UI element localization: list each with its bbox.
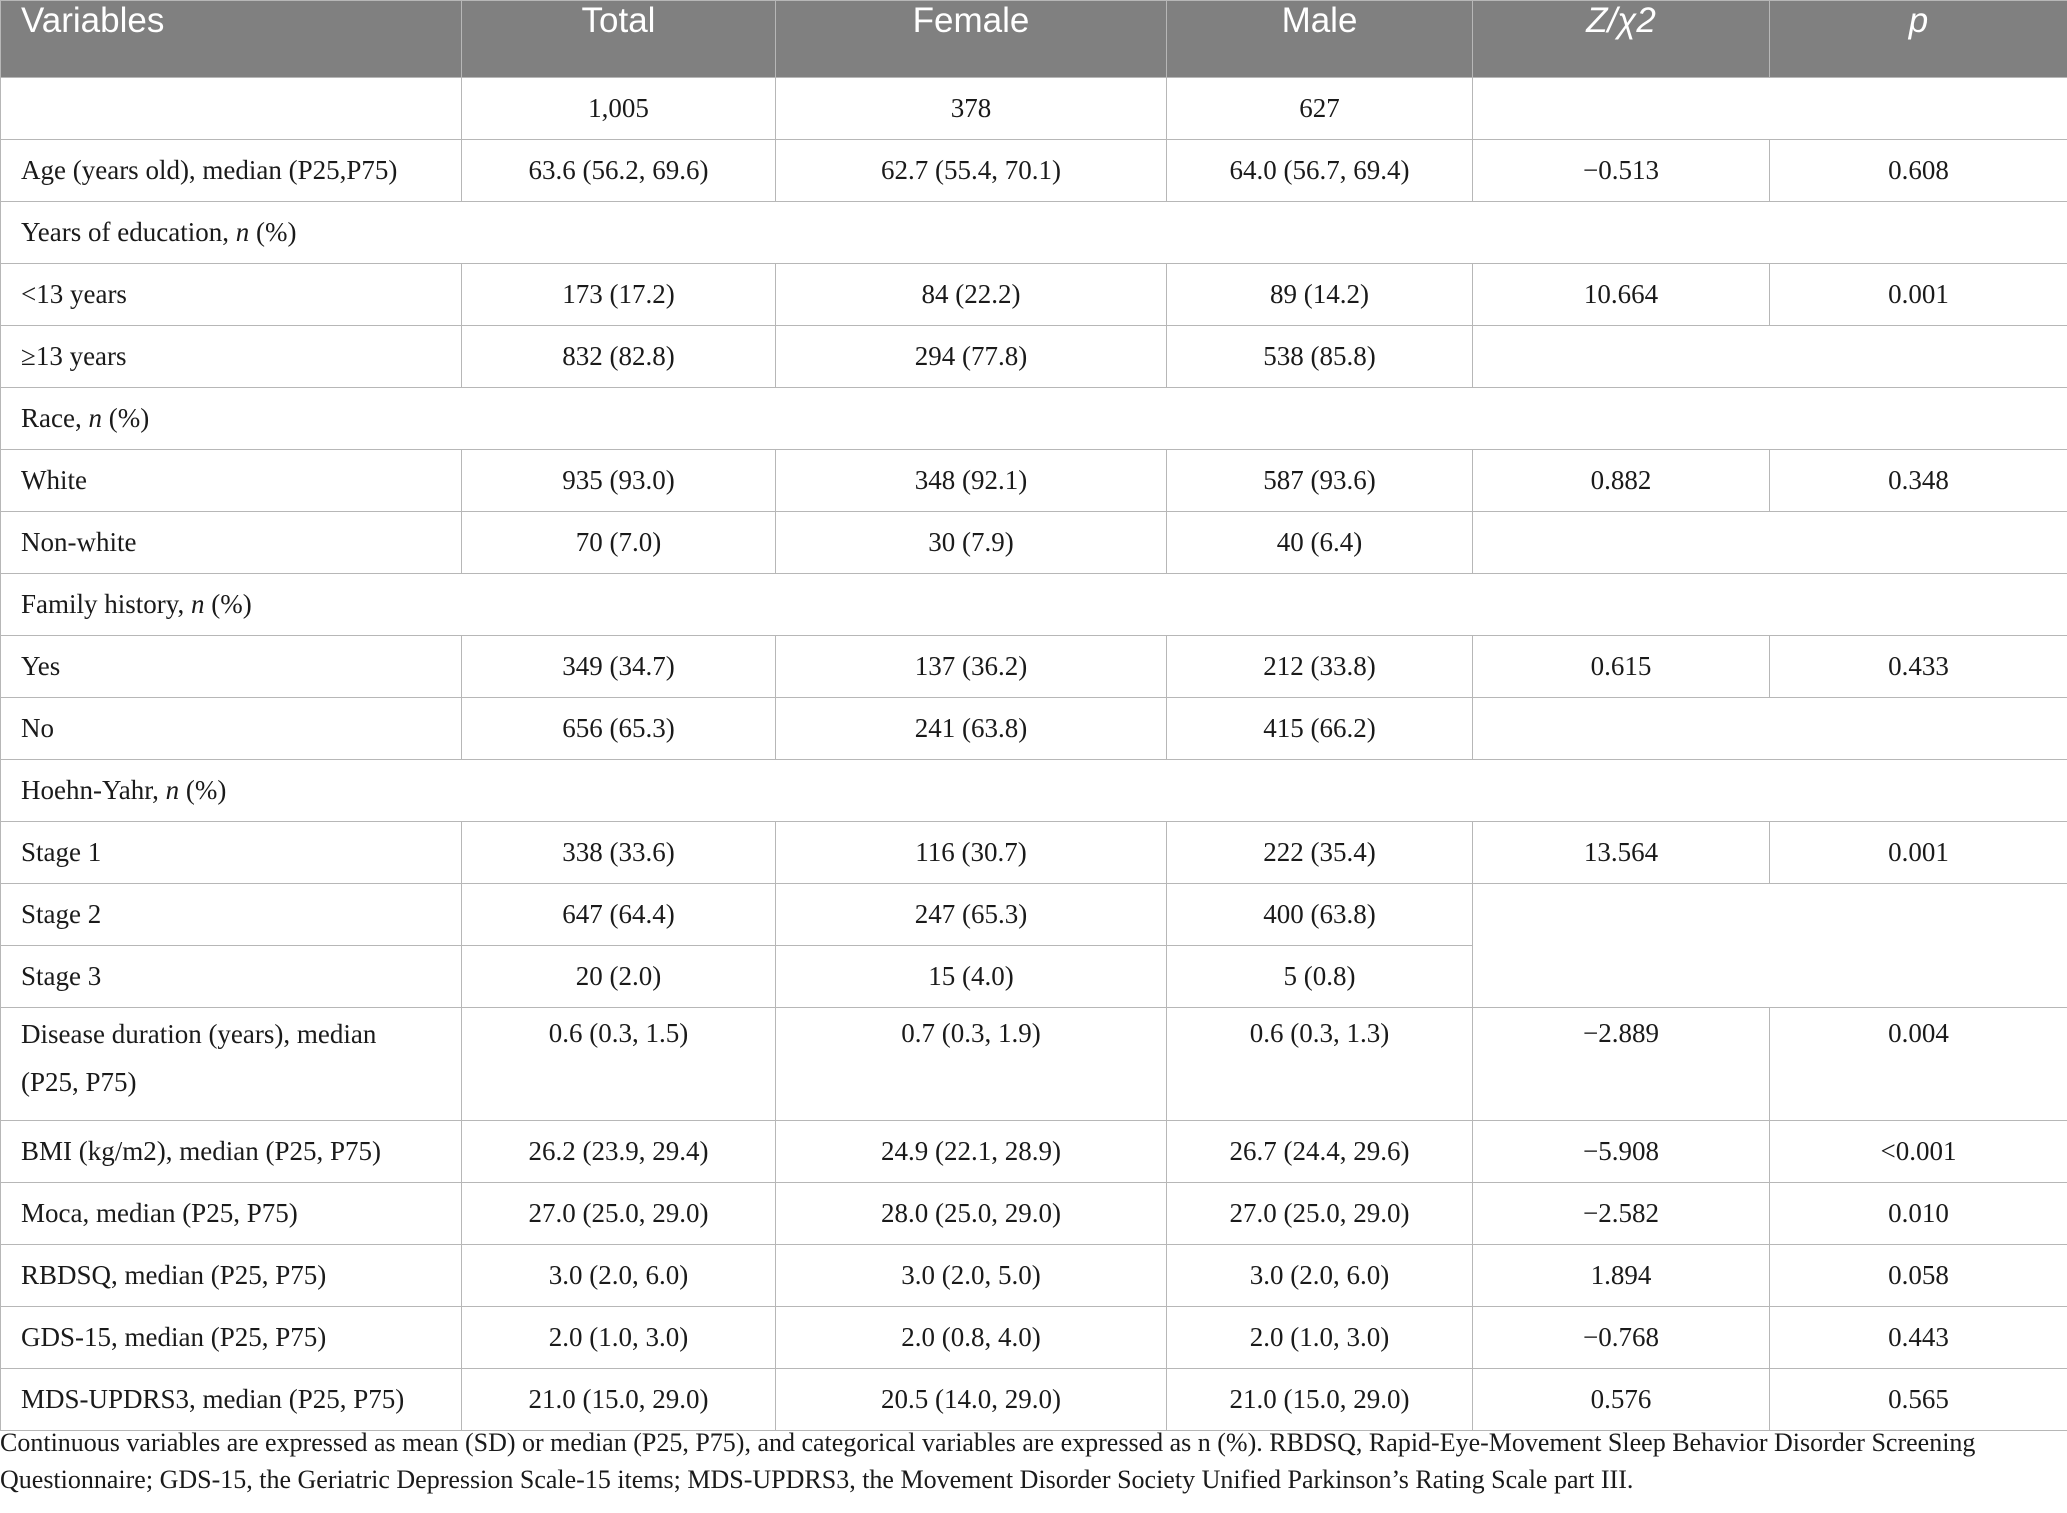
cell-male: 2.0 (1.0, 3.0) xyxy=(1167,1307,1473,1369)
cell-female: 137 (36.2) xyxy=(776,636,1167,698)
cell-total: 70 (7.0) xyxy=(462,512,776,574)
cell-female: 247 (65.3) xyxy=(776,884,1167,946)
cell-p: 0.433 xyxy=(1770,636,2067,698)
table-row-white xyxy=(1,450,2067,512)
cell-p: 0.348 xyxy=(1770,450,2067,512)
cell-total: 20 (2.0) xyxy=(462,946,776,1008)
cell-z: 0.576 xyxy=(1473,1369,1770,1431)
cell-female: 116 (30.7) xyxy=(776,822,1167,884)
cell-female: 15 (4.0) xyxy=(776,946,1167,1008)
cell-female: 3.0 (2.0, 5.0) xyxy=(776,1245,1167,1307)
cell-total: 349 (34.7) xyxy=(462,636,776,698)
cell-total: 647 (64.4) xyxy=(462,884,776,946)
cell-female: 348 (92.1) xyxy=(776,450,1167,512)
cell-p: 0.443 xyxy=(1770,1307,2067,1369)
cell-z: −2.582 xyxy=(1473,1183,1770,1245)
group-label: Race, n (%) xyxy=(1,388,2067,450)
footnote-line-1: Continuous variables are expressed as mean (SD) or median (P25, P75), and categorical variables are expressed as n (%). RBDSQ, Rapid-Eye-Movement Sleep Behavior Disorder Screening xyxy=(0,1428,1976,1457)
cell-p: 0.001 xyxy=(1770,264,2067,326)
cell-female: 378 xyxy=(776,78,1167,140)
cell-female: 24.9 (22.1, 28.9) xyxy=(776,1121,1167,1183)
table-group-race xyxy=(1,388,2067,450)
cell-label: No xyxy=(1,698,462,760)
cell-female: 2.0 (0.8, 4.0) xyxy=(776,1307,1167,1369)
cell-male: 21.0 (15.0, 29.0) xyxy=(1167,1369,1473,1431)
cell-z: 0.615 xyxy=(1473,636,1770,698)
cell-female: 20.5 (14.0, 29.0) xyxy=(776,1369,1167,1431)
cell-male: 212 (33.8) xyxy=(1167,636,1473,698)
cell-p: 0.058 xyxy=(1770,1245,2067,1307)
table-row-edu-lt13 xyxy=(1,264,2067,326)
cell-female: 28.0 (25.0, 29.0) xyxy=(776,1183,1167,1245)
cell-p: 0.010 xyxy=(1770,1183,2067,1245)
cell-male: 26.7 (24.4, 29.6) xyxy=(1167,1121,1473,1183)
table-row-yes xyxy=(1,636,2067,698)
table-row-no xyxy=(1,698,2067,760)
footnote-line-2: Questionnaire; GDS-15, the Geriatric Depression Scale-15 items; MDS-UPDRS3, the Movement Disorder Society Unified Parkinson’s Rating Scale part III. xyxy=(0,1465,1634,1494)
cell-label: <13 years xyxy=(1,264,462,326)
cell-label: White xyxy=(1,450,462,512)
cell-total: 338 (33.6) xyxy=(462,822,776,884)
cell-total: 26.2 (23.9, 29.4) xyxy=(462,1121,776,1183)
table-row-duration xyxy=(1,1008,2067,1121)
cell-z: 13.564 xyxy=(1473,822,1770,884)
cell-male: 222 (35.4) xyxy=(1167,822,1473,884)
cell-empty xyxy=(1473,326,2067,388)
cell-female: 0.7 (0.3, 1.9) xyxy=(776,1008,1167,1121)
cell-male: 64.0 (56.7, 69.4) xyxy=(1167,140,1473,202)
cell-male: 0.6 (0.3, 1.3) xyxy=(1167,1008,1473,1121)
cell-total: 173 (17.2) xyxy=(462,264,776,326)
cell-label: Stage 3 xyxy=(1,946,462,1008)
cell-male: 400 (63.8) xyxy=(1167,884,1473,946)
header-z-chi2: Z/χ2 xyxy=(1473,1,1770,78)
header-p: p xyxy=(1770,1,2067,78)
cell-empty xyxy=(1473,698,2067,760)
cell-female: 294 (77.8) xyxy=(776,326,1167,388)
cell-label: GDS-15, median (P25, P75) xyxy=(1,1307,462,1369)
table-row-age xyxy=(1,140,2067,202)
table-footnote xyxy=(0,1424,2050,1498)
cell-label: Stage 1 xyxy=(1,822,462,884)
cell-label: Yes xyxy=(1,636,462,698)
cell-p: 0.004 xyxy=(1770,1008,2067,1121)
header-male: Male xyxy=(1167,1,1473,78)
table-group-hoehn-yahr xyxy=(1,760,2067,822)
cell-z: −2.889 xyxy=(1473,1008,1770,1121)
cell-p: 0.001 xyxy=(1770,822,2067,884)
cell-female: 30 (7.9) xyxy=(776,512,1167,574)
cell-z: −0.513 xyxy=(1473,140,1770,202)
cell-label: ≥13 years xyxy=(1,326,462,388)
header-female: Female xyxy=(776,1,1167,78)
cell-z: −0.768 xyxy=(1473,1307,1770,1369)
cell-male: 587 (93.6) xyxy=(1167,450,1473,512)
cell-female: 241 (63.8) xyxy=(776,698,1167,760)
group-label: Hoehn-Yahr, n (%) xyxy=(1,760,2067,822)
table-row-updrs xyxy=(1,1369,2067,1431)
table-group-education xyxy=(1,202,2067,264)
cell-male: 3.0 (2.0, 6.0) xyxy=(1167,1245,1473,1307)
cell-z: −5.908 xyxy=(1473,1121,1770,1183)
cell-z: 10.664 xyxy=(1473,264,1770,326)
cell-male: 538 (85.8) xyxy=(1167,326,1473,388)
table-row-stage1 xyxy=(1,822,2067,884)
table-row-rbdsq xyxy=(1,1245,2067,1307)
group-label: Years of education, n (%) xyxy=(1,202,2067,264)
cell-z: 0.882 xyxy=(1473,450,1770,512)
table-row-n xyxy=(1,78,2067,140)
table-row-moca xyxy=(1,1183,2067,1245)
cell-total: 63.6 (56.2, 69.6) xyxy=(462,140,776,202)
cell-male: 27.0 (25.0, 29.0) xyxy=(1167,1183,1473,1245)
cell-label: BMI (kg/m2), median (P25, P75) xyxy=(1,1121,462,1183)
cell-empty xyxy=(1473,884,2067,1008)
cell-label: Disease duration (years), median (P25, P75) xyxy=(1,1008,462,1121)
cell-label: Age (years old), median (P25,P75) xyxy=(1,140,462,202)
cell-total: 935 (93.0) xyxy=(462,450,776,512)
table-group-family xyxy=(1,574,2067,636)
table-row-edu-ge13 xyxy=(1,326,2067,388)
cell-total: 656 (65.3) xyxy=(462,698,776,760)
cell-total: 0.6 (0.3, 1.5) xyxy=(462,1008,776,1121)
cell-p: 0.565 xyxy=(1770,1369,2067,1431)
header-total: Total xyxy=(462,1,776,78)
cell-p: <0.001 xyxy=(1770,1121,2067,1183)
cell-empty xyxy=(1473,78,2067,140)
table-row-stage2 xyxy=(1,884,2067,946)
table-row-nonwhite xyxy=(1,512,2067,574)
cell-male: 627 xyxy=(1167,78,1473,140)
cell-label: Stage 2 xyxy=(1,884,462,946)
cell-total: 27.0 (25.0, 29.0) xyxy=(462,1183,776,1245)
cell-total: 3.0 (2.0, 6.0) xyxy=(462,1245,776,1307)
cell-total: 2.0 (1.0, 3.0) xyxy=(462,1307,776,1369)
cell-label: Non-white xyxy=(1,512,462,574)
cell-label: MDS-UPDRS3, median (P25, P75) xyxy=(1,1369,462,1431)
cell-z: 1.894 xyxy=(1473,1245,1770,1307)
cell-total: 21.0 (15.0, 29.0) xyxy=(462,1369,776,1431)
cell-female: 84 (22.2) xyxy=(776,264,1167,326)
cell-empty xyxy=(1473,512,2067,574)
cell-male: 415 (66.2) xyxy=(1167,698,1473,760)
cell-male: 5 (0.8) xyxy=(1167,946,1473,1008)
cell-total: 1,005 xyxy=(462,78,776,140)
table-row-gds xyxy=(1,1307,2067,1369)
group-label: Family history, n (%) xyxy=(1,574,2067,636)
table-row-bmi xyxy=(1,1121,2067,1183)
header-row xyxy=(1,1,2067,78)
cell-male: 40 (6.4) xyxy=(1167,512,1473,574)
cell-male: 89 (14.2) xyxy=(1167,264,1473,326)
cell-label xyxy=(1,78,462,140)
cell-label: RBDSQ, median (P25, P75) xyxy=(1,1245,462,1307)
header-variables: Variables xyxy=(1,1,462,78)
cell-p: 0.608 xyxy=(1770,140,2067,202)
cell-total: 832 (82.8) xyxy=(462,326,776,388)
cell-label: Moca, median (P25, P75) xyxy=(1,1183,462,1245)
cell-female: 62.7 (55.4, 70.1) xyxy=(776,140,1167,202)
